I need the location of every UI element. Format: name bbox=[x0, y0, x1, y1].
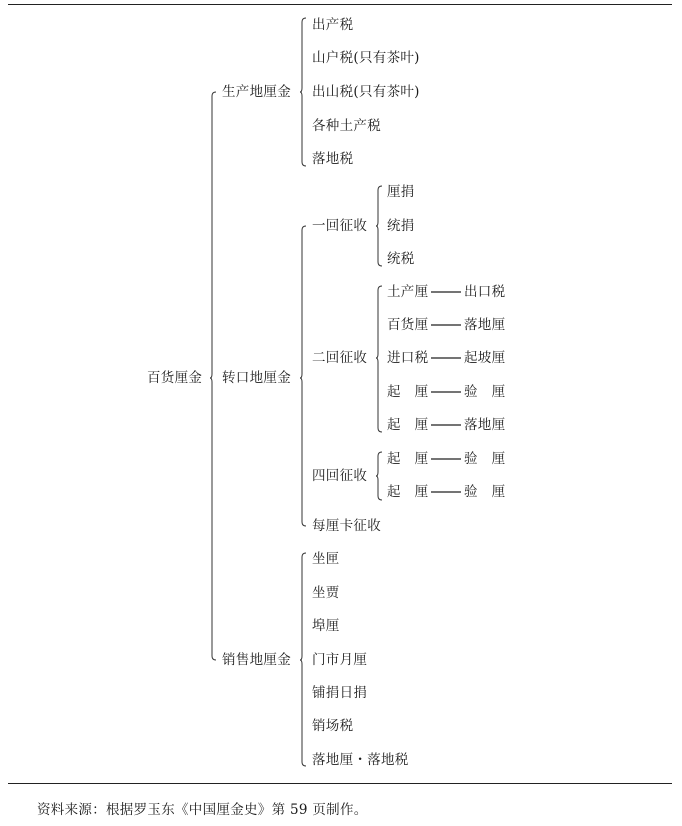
first-collection-item: 厘捐 bbox=[387, 184, 415, 200]
fourth-collection-label: 四回征收 bbox=[312, 468, 368, 484]
first-collection-brace bbox=[376, 186, 382, 266]
sales-item: 埠厘 bbox=[312, 618, 340, 634]
sales-item: 销场税 bbox=[312, 718, 354, 734]
second-collection-brace bbox=[376, 286, 382, 432]
production-brace bbox=[300, 18, 306, 166]
transit-brace bbox=[300, 226, 306, 526]
production-item: 出产税 bbox=[312, 17, 354, 33]
production-item: 山户税(只有茶叶) bbox=[312, 50, 420, 66]
sales-brace bbox=[300, 553, 306, 766]
second-collection-to: 起坡厘 bbox=[464, 350, 506, 366]
fourth-collection-from: 起 厘 bbox=[387, 451, 429, 467]
production-item: 各种土产税 bbox=[312, 118, 381, 134]
first-collection-item: 统税 bbox=[387, 251, 415, 267]
fourth-collection-brace bbox=[376, 452, 382, 500]
root-label: 百货厘金 bbox=[147, 370, 203, 386]
sales-item: 坐贾 bbox=[312, 585, 340, 601]
fourth-collection-to: 验 厘 bbox=[464, 451, 506, 467]
per-station-collection-label: 每厘卡征收 bbox=[312, 518, 381, 534]
transit-group-label: 转口地厘金 bbox=[222, 370, 291, 386]
source-note: 资料来源：根据罗玉东《中国厘金史》第 59 页制作。 bbox=[37, 802, 368, 818]
second-collection-from: 起 厘 bbox=[387, 384, 429, 400]
second-collection-to: 验 厘 bbox=[464, 384, 506, 400]
second-collection-from: 起 厘 bbox=[387, 417, 429, 433]
second-collection-to: 落地厘 bbox=[464, 317, 506, 333]
second-collection-to: 出口税 bbox=[464, 284, 506, 300]
first-collection-label: 一回征收 bbox=[312, 218, 368, 234]
root-brace bbox=[210, 92, 216, 660]
production-item: 出山税(只有茶叶) bbox=[312, 84, 420, 100]
second-collection-label: 二回征收 bbox=[312, 350, 368, 366]
second-collection-from: 土产厘 bbox=[387, 284, 429, 300]
second-collection-to: 落地厘 bbox=[464, 417, 506, 433]
production-item: 落地税 bbox=[312, 151, 354, 167]
sales-item: 铺捐日捐 bbox=[312, 685, 368, 701]
first-collection-item: 统捐 bbox=[387, 218, 415, 234]
second-collection-from: 百货厘 bbox=[387, 317, 429, 333]
fourth-collection-from: 起 厘 bbox=[387, 484, 429, 500]
sales-group-label: 销售地厘金 bbox=[222, 652, 291, 668]
fourth-collection-to: 验 厘 bbox=[464, 484, 506, 500]
production-group-label: 生产地厘金 bbox=[222, 84, 291, 100]
second-collection-from: 进口税 bbox=[387, 350, 429, 366]
sales-item: 门市月厘 bbox=[312, 652, 368, 668]
sales-item: 坐匣 bbox=[312, 551, 340, 567]
sales-item: 落地厘・落地税 bbox=[312, 752, 409, 768]
